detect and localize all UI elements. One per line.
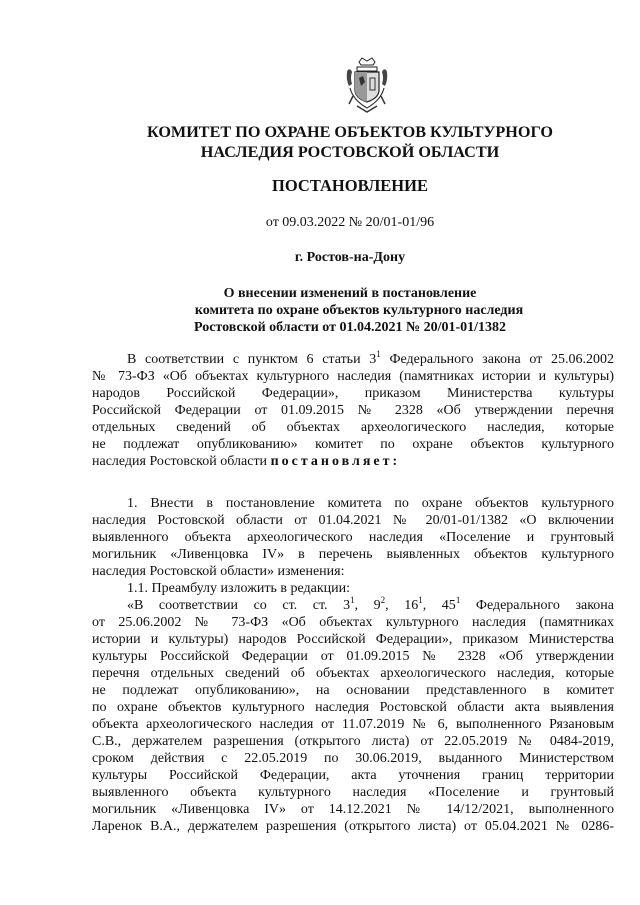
org-title-line-1: КОМИТЕТ ПО ОХРАНЕ ОБЪЕКТОВ КУЛЬТУРНОГО [147, 123, 553, 141]
preamble-paragraph [92, 351, 614, 470]
document-date-number: от 09.03.2022 № 20/01-01/96 [265, 215, 435, 230]
item-1-1-line: по охране объектов культурного наследия Ростовской области акта выявления [92, 700, 614, 715]
document-type: ПОСТАНОВЛЕНИЕ [272, 176, 428, 195]
document-city: г. Ростов-на-Дону [294, 250, 406, 265]
item-1-1-line: выявленного объекта культурного наследия «Поселение и грунтовый [92, 785, 614, 800]
preamble-line: № 73-ФЗ «Об объектах культурного наследия (памятниках истории и культуры) [92, 369, 614, 384]
subject-line-3: Ростовской области от 01.04.2021 № 20/01-01/1382 [193, 320, 507, 335]
item-1-1-line: не подлежат опубликованию», на основании представленного в комитет [92, 683, 614, 698]
item-1-1-line: С.В., держателем разрешения (открытого листа) от 22.05.2019 № 0484-2019, [92, 734, 614, 749]
item-1-1-line: Ларенок В.А., держателем разрешения (открытого листа) от 05.04.2021 № 0286- [92, 819, 614, 834]
item-1-1-line: культуры Российской Федерации от 01.09.2015 № 2328 «Об утверждении [92, 649, 614, 664]
resolves-word: постановляет: [270, 454, 401, 469]
item-1-1-heading: 1.1. Преамбулу изложить в редакции: [127, 581, 351, 596]
item-1-line: наследия Ростовской области от 01.04.2021 № 20/01-01/1382 «О включении [92, 513, 614, 528]
item-1-1-line: объекта археологического наследия от 11.07.2019 № 6, выполненного Рязановым [92, 717, 614, 732]
preamble-line: отдельных сведений об объектах археологического наследия, которые [92, 420, 614, 435]
preamble-line: не подлежат опубликованию» комитет по охране объектов культурного [92, 437, 614, 452]
item-1-1-line: от 25.06.2002 № 73-ФЗ «Об объектах культурного наследия (памятниках [92, 615, 614, 630]
preamble-line-text: наследия Ростовской области [92, 454, 268, 469]
item-1-1-line: перечня отдельных сведений об объектах археологического наследия, которые [92, 666, 614, 681]
item-1-line: выявленного объекта археологического наследия «Поселение и грунтовый [92, 530, 614, 545]
item-1-1-line: культуры Российской Федерации, акта уточнения границ территории [92, 768, 614, 783]
item-1-paragraph [92, 495, 614, 580]
item-1-line: 1. Внести в постановление комитета по охране объектов культурного [127, 496, 614, 511]
item-1-1-line: истории и культуры) народов Российской Федерации», приказом Министерства [92, 632, 614, 647]
preamble-line: народов Российской Федерации», приказом Министерства культуры [92, 386, 614, 401]
item-1-1-paragraph [92, 580, 614, 835]
item-1-1-line: сроком действия с 22.05.2019 по 30.06.2019, выданного Министерством [92, 751, 614, 766]
item-1-line: наследия Ростовской области» изменения: [92, 564, 345, 579]
document-subject [90, 285, 610, 336]
item-1-line: могильник «Ливенцовка IV» в перечень выявленных объектов культурного [92, 547, 614, 562]
preamble-line: В соответствии с пунктом 6 статьи $3^1$ Федерального закона от 25.06.2002 [127, 349, 615, 367]
issuing-organization-title [90, 122, 610, 162]
preamble-line: Российской Федерации от 01.09.2015 № 2328 «Об утверждении перечня [92, 403, 614, 418]
item-1-1-line: могильник «Ливенцовка IV» от 14.12.2021 № 14/12/2021, выполненного [92, 802, 614, 817]
subject-line-1: О внесении изменений в постановление [223, 286, 477, 301]
org-title-line-2: НАСЛЕДИЯ РОСТОВСКОЙ ОБЛАСТИ [200, 143, 500, 161]
rostov-region-coat-of-arms-emblem [345, 56, 389, 116]
item-1-1-line: «В соответствии со ст. ст. $3^1$, $9^2$, $16^1$, $45^1$ Федерального закона [127, 595, 615, 613]
preamble-last-line [92, 453, 614, 470]
subject-line-2: комитета по охране объектов культурного наследия [194, 303, 524, 318]
